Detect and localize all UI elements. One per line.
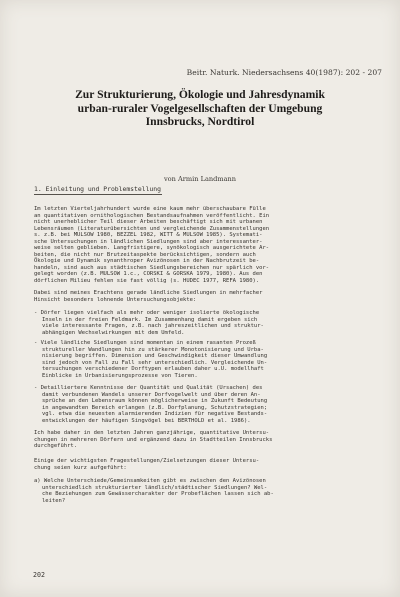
title-line: Zur Strukturierung, Ökologie und Jahresdynamik — [75, 88, 325, 101]
article-title — [30, 88, 370, 129]
title-line: Innsbrucks, Nordtirol — [145, 115, 255, 129]
text-line: damit verbundenen Wandels unserer Dorfvogelwelt und über deren An- — [42, 391, 261, 398]
text-line: - Viele ländliche Siedlungen sind momentan in einem rasanten Prozeß — [34, 340, 256, 346]
text-line: beiten, die nicht nur Brutzeitaspekte berücksichtigen, sondern auch — [34, 251, 256, 258]
title-line: urban-ruraler Vogelgesellschaften der Umgebung — [77, 101, 323, 115]
text-line: Einblicke in Urbanisierungsprozesse von Tieren. — [42, 372, 198, 379]
text-line: Lebensräumen (Literaturübersichten und vergleichende Zusammenstellungen — [34, 225, 270, 232]
text-line: dörflichen Milieu fehlen sie fast völlig (s. HUDEC 1977, REFA 1980). — [34, 278, 260, 285]
text-line: unterschiedlich strukturierter ländlich/städtischer Siedlungen? Wel- — [42, 484, 268, 491]
text-line: s. z.B. bei MULSOW 1980, BEZZEL 1982, WITT & MULSOW 1985). Systemati- — [34, 232, 263, 239]
text-line: in angewandten Bereich erlangen (z.B. Dorfplanung, Schutzstrategien; — [42, 404, 268, 411]
bullet-item — [34, 310, 374, 336]
text-line: an quantitativen ornithologischen Bestandsaufnahmen veröffentlicht. Ein — [34, 212, 270, 219]
text-line: sprüche an den Lebensraum können möglicherweise in Zukunft Bedeutung — [42, 398, 268, 405]
text-line: chungen in mehreren Dörfern und ergänzend dazu in Stadtteilen Innsbrucks — [34, 436, 273, 443]
text-line: abhängigen Wechselwirkungen mit dem Umfeld. — [42, 329, 185, 336]
author-line: von Armin Landmann — [163, 175, 237, 183]
text-line: tersuchungen verschiedener Dorftypen erlauben daher u.U. modellhaft — [42, 366, 264, 373]
text-line: weise selten geblieben. Langfristigere, synökologisch ausgerichtete Ar- — [34, 245, 270, 252]
text-line: Im letzten Vierteljahrhundert wurde eine kaum mehr überschaubare Fülle — [34, 206, 266, 212]
text-line: handeln, sind auch aus städtischen Siedlungsbereichen nur spärlich vor- — [34, 264, 270, 271]
text-line: - Dörfer liegen vielfach als mehr oder weniger isolierte ökologische — [34, 310, 260, 316]
paragraph-objects — [34, 290, 374, 303]
page-number: 202 — [33, 571, 45, 579]
section-heading: 1. Einleitung und Problemstellung — [34, 185, 161, 193]
text-line: - Detailliertere Kenntnisse der Quantität und Qualität (Ursachen) des — [34, 385, 263, 391]
text-line: Dabei sind meines Erachtens gerade ländliche Siedlungen in mehrfacher — [34, 290, 263, 296]
intro-paragraph — [34, 206, 374, 285]
text-line: struktureller Wandlungen hin zu stärkerer Monotonisierung und Urba- — [42, 346, 264, 353]
list-item-a — [34, 478, 374, 504]
bullet-item — [34, 385, 374, 424]
paragraph-questions — [34, 458, 374, 471]
text-line: Inseln in der freien Feldmark. Im Zusammenhang damit ergeben sich — [42, 316, 258, 323]
text-line: gelegt worden (z.B. MULSOW 1.c., CORSKI & GORSKA 1979, 1980). Aus den — [34, 271, 263, 278]
text-line: durchgeführt. — [34, 443, 78, 450]
text-line: sind jedoch von Fall zu Fall sehr unterschiedlich. Vergleichende Un- — [42, 359, 268, 366]
text-line: chung seien kurz aufgeführt: — [34, 464, 127, 471]
text-line: sche Untersuchungen in ländlichen Siedlungen sind aber interessanter- — [34, 238, 263, 245]
text-line: nicht unerheblicher Teil dieser Arbeiten beschäftigt sich mit urbanen — [34, 219, 263, 226]
text-line: a) Welche Unterschiede/Gemeinsamkeiten gibt es zwischen den Avizönosen — [34, 478, 266, 484]
text-line: Ökologie und Dynamik synanthroper Avizönosen in der Nachbrutzeit be- — [34, 258, 260, 265]
bullet-item — [34, 340, 374, 379]
text-line: nisierung begriffen. Dimension und Geschwindigkeit dieser Umwandlung — [42, 353, 268, 360]
section-underline — [34, 194, 162, 195]
text-line: viele interessante Fragen, z.B. nach jahreszeitlichen und struktur- — [42, 323, 264, 330]
text-line: che Beziehungen zum Gewässercharakter der Probeflächen lassen sich ab- — [42, 491, 274, 498]
journal-citation: Beitr. Naturk. Niedersachsens 40(1987): 202 - 207 — [186, 68, 382, 77]
text-line: vgl. etwa die neuesten alarmierenden Indizien für negative Bestands- — [42, 411, 268, 418]
text-line: leiten? — [42, 497, 66, 504]
text-line: Einige der wichtigsten Fragestellungen/Zielsetzungen dieser Untersu- — [34, 458, 260, 464]
text-line: Hinsicht besonders lohnende Untersuchungsobjekte: — [34, 296, 197, 303]
text-line: entwicklungen der häufigen Singvögel bei BERTHOLD et al. 1986). — [42, 417, 251, 424]
text-line: Ich habe daher in den letzten Jahren ganzjährige, quantitative Untersu- — [34, 430, 270, 436]
paragraph-studies — [34, 430, 374, 450]
